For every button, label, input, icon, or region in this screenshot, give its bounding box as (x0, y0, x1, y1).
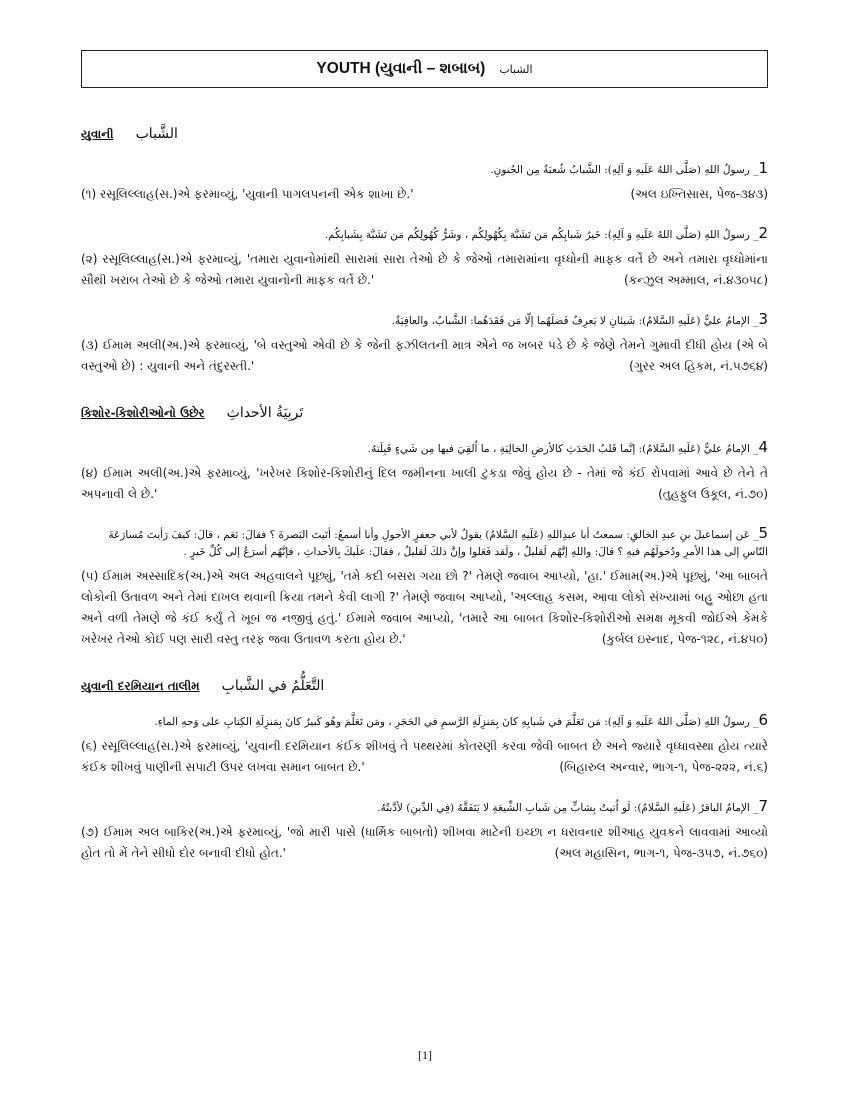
gujarati-translation: (૫) ઈમામ અસ્સાદિક(અ.)એ અલ અહવાલને પૂછ્યું, 'તમે કદી બસરા ગયા છો ?' તેમણે જવાબ આપ્યો, 'હા.' ઈમામ(અ.)એ પૂછ્યું, 'આ બાબતે લોકોની ઉતાવળ અને તેમાં દાખલ થવાની ક્રિયા તમને કેવી લાગી ?' તેમણે જવાબ આપ્યો, 'અલ્લાહ કસમ, આવા લોકો સંખ્યામાં બહુ ઓછા હતા અને વળી તેમણે જે કંઈ કર્યું તે ખૂબ જ નજીવું હતું.' ઈમામે જવાબ આપ્યો, 'તમારે આ બાબત કિશોર-કિશોરીઓ સમક્ષ મૂકવી જોઈએ કેમકે ખરેખર તેઓ કોઈ પણ સારી વસ્તુ તરફ જવા ઉતાવળ કરતા હોય છે.' (કુર્બલ ઇસ્નાદ, પેજ-૧૨૮, નં.૪૫૦) (81, 566, 768, 650)
hadith-number: 5 (758, 524, 768, 542)
hadith-entry (81, 439, 768, 505)
hadith-entry (81, 311, 768, 377)
arabic-text: 2_ رسولُ اللهِ (صَلَّى اللهُ عَلَيهِ وَ آلِهِ): خَيرُ شَبابِكُم مَن تَشَبَّهَ بِكُهُولِكُم ، وشَرُّ كُهُولِكُم مَن تَشَبَّهَ بِشَبابِكُم. (324, 224, 768, 242)
section-heading (81, 678, 768, 694)
arabic-text: 4_ الإمامُ عليٌّ (عَلَيهِ السَّلامُ): إنَّما قَلبُ الحَدَثِ كالأرضِ الخالِيَةِ ، ما اُلقِيَ فيها مِن شَيءٍ قَبِلَتهُ. (367, 438, 768, 456)
arabic-text: 3_ الإمامُ عليٌّ (عَلَيهِ السَّلامُ): شَيئانِ لا يَعرِفُ فَضلَهُما إلّا مَن فَقَدَهُما: الشَّبابُ، والعافِيَةُ. (391, 310, 768, 328)
section-heading-gujarati: કિશોર-કિશોરીઓનો ઉછેર (81, 406, 205, 420)
gujarati-translation: (૭) ઈમામ અલ બાકિર(અ.)એ ફરમાવ્યું, 'જો મારી પાસે (ધાર્મિક બાબતો) શીખવા માટેની ઇચ્છા ન ધરાવનાર શીઆહ યુવકને લાવવામાં આવ્યો હોત તો મેં તેને સીધો દોર બનાવી દીધો હોત.' (અલ મહાસિન, ભાગ-૧, પેજ-૩૫૭, નં.૭૬૦) (81, 822, 768, 864)
hadith-number: 4 (758, 438, 768, 456)
section-heading-gujarati: યુવાની દરમિયાન તાલીમ (81, 679, 200, 693)
hadith-number: 7 (758, 797, 768, 815)
hadith-reference: (કન્ઝુલ અમ્માલ, નં.૪૩૦૫૮) (623, 273, 768, 287)
section-heading-arabic: الشَّباب (135, 126, 178, 142)
hadith-reference: (કુર્બલ ઇસ્નાદ, પેજ-૧૨૮, નં.૪૫૦) (601, 632, 768, 646)
hadith-entry (81, 225, 768, 291)
hadith-reference: (બિહારુલ અન્વાર, ભાગ-૧, પેજ-૨૨૨, નં.૬) (559, 760, 768, 774)
document-body (81, 126, 768, 884)
hadith-reference: (અલ મહાસિન, ભાગ-૧, પેજ-૩૫૭, નં.૭૬૦) (554, 846, 768, 860)
hadith-entry (81, 160, 768, 205)
gujarati-translation: (અલ ઇખ્તિસાસ, પેજ-૩૪૩) (૧) રસૂલિલ્લાહ(સ.)એ ફરમાવ્યું, 'યુવાની પાગલપનની એક શાખા છે.' (81, 184, 768, 205)
gujarati-translation: (૪) ઈમામ અલી(અ.)એ ફરમાવ્યું, 'ખરેખર કિશોર-કિશોરીનું દિલ જમીનના ખાલી ટુકડા જેવું હોય છે - તેમાં જે કંઈ રોપવામાં આવે છે તેને તે અપનાવી લે છે.' (તુહફુલ ઉકૂલ, નં.૭૦) (81, 463, 768, 505)
title-box (81, 50, 768, 88)
gujarati-translation: (૩) ઈમામ અલી(અ.)એ ફરમાવ્યું, 'બે વસ્તુઓ એવી છે કે જેની ફઝીલતની માત્ર એને જ ખબર પડે છે કે જેણે તેમને ગુમાવી દીધી હોય (એ બે વસ્તુઓ છે) : યુવાની અને તંદુરસ્તી.' (ગુરર અલ હિકમ, નં.૫૭૬૪) (81, 335, 768, 377)
arabic-text: 7_ الإمامُ الباقرُ (عَلَيهِ السَّلامُ): لَو اُتيتُ بِشابٍّ مِن شَبابِ الشِّيعَةِ لا يَتَفَقَّهُ (فِي الدِّينِ) لأدَّبتُهُ. (377, 797, 768, 815)
hadith-number: 2 (758, 224, 768, 242)
hadith-reference: (અલ ઇખ્તિસાસ, પેજ-૩૪૩) (630, 187, 768, 201)
page-title-arabic: الشباب (499, 62, 533, 76)
page-number: [1] (418, 1048, 432, 1062)
hadith-number: 1 (758, 159, 768, 177)
arabic-text: 6_ رسولُ اللهِ (صَلَّى اللهُ عَلَيهِ وَ آلِهِ): مَن تَعَلَّمَ في شَبابِهِ كانَ بِمَنزِلَةِ الرَّسمِ في الحَجَرِ ، ومَن تَعَلَّمَ وهُو كَبيرٌ كانَ بِمَنزِلَةِ الكِتابِ على وَجهِ الماءِ. (154, 711, 768, 729)
hadith-number: 3 (758, 310, 768, 328)
page-title: YOUTH (યુવાની – શબાબ) (316, 60, 486, 77)
hadith-entry (81, 525, 768, 650)
section-heading-arabic: تَربِيَةُ الأحداثِ (226, 405, 304, 421)
arabic-text: 1_ رسولُ اللهِ (صَلَّى اللهُ عَلَيهِ وَ آلِهِ): الشَّبابُ شُعبَةٌ مِن الجُنونِ. (490, 159, 768, 177)
hadith-reference: (તુહફુલ ઉકૂલ, નં.૭૦) (658, 487, 768, 501)
hadith-entry (81, 798, 768, 864)
section-heading (81, 126, 768, 142)
section-heading-arabic: التَّعَلُّمُ في الشَّبابِ (221, 678, 325, 694)
hadith-reference: (ગુરર અલ હિકમ, નં.૫૭૬૪) (629, 359, 768, 373)
hadith-entry (81, 712, 768, 778)
gujarati-translation: (૬) રસૂલિલ્લાહ(સ.)એ ફરમાવ્યું, 'યુવાની દરમિયાન કંઈક શીખવું તે પથ્થરમાં કોતરણી કરવા જેવી બાબત છે અને જ્યારે વૃધ્ધાવસ્થા હોય ત્યારે કંઈક શીખવું પાણીની સપાટી ઉપર લખવા સમાન બાબત છે.' (બિહારુલ અન્વાર, ભાગ-૧, પેજ-૨૨૨, નં.૬) (81, 736, 768, 778)
gujarati-translation: (૨) રસૂલિલ્લાહ(સ.)એ ફરમાવ્યું, 'તમારા યુવાનોમાંથી સારામાં સારા તેઓ છે કે જેઓ તમારામાંના વૃધ્ધોની માફક વર્તે છે અને તમારા વૃધ્ધોમાંના સૌથી ખરાબ તેઓ છે કે જેઓ તમારા યુવાનોની માફક વર્તે છે.' (કન્ઝુલ અમ્માલ, નં.૪૩૦૫૮) (81, 249, 768, 291)
section-heading (81, 405, 768, 421)
section-heading-gujarati: યુવાની (81, 127, 114, 141)
hadith-number: 6 (758, 711, 768, 729)
arabic-text: 5_ عَن إسماعيلَ بنِ عبدِ الخالقِ: سمعتُ أبا عبدِاللهِ (عَلَيهِ السَّلامُ) يقولُ لأبي جعفرٍ الأحولِ وأنا أسمعُ: أتَيتَ البَصرةَ ؟ فقالَ: نَعَم ، قالَ: كيفَ رَأيتَ مُسارَعَةَ النّاسِ إلى هذا الأمرِ ودُخولَهُم فيهِ ؟ قالَ: واللهِ إنَّهُم لَقليلٌ ، ولَقد فَعَلوا وإنَّ ذلكَ لَقليلٌ ، فقالَ: علَيكَ بِالأحداثِ ، فإنَّهُم أسرَعُ إلى كُلِّ خَيرٍ . (108, 524, 768, 558)
